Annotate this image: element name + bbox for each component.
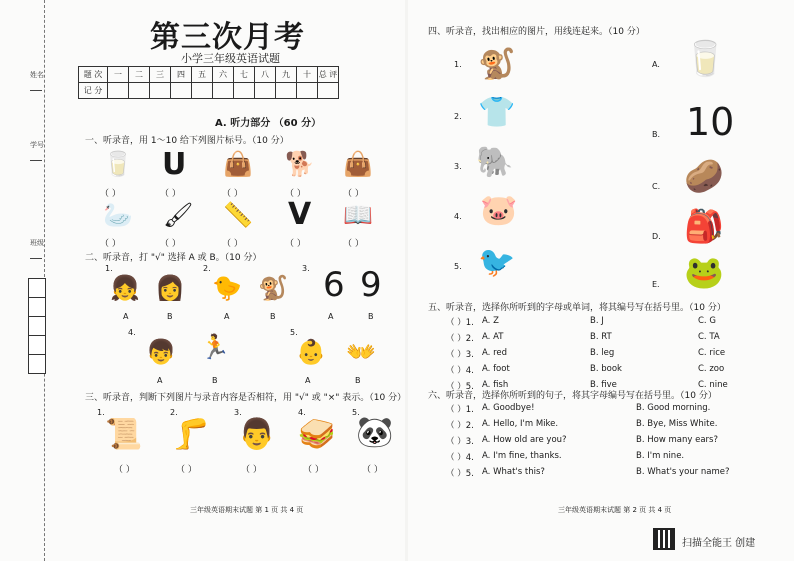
exam-page-1: 姓名 学号 班级 第三次月考 小学三年级英语试题 题 次 一 二 三 四 五 六 七 八 九 十 总 评 记 分 A. 听力部分 （60 分） 一、听录音，用 1～10 给下列图片标号。（10 分） 🥛 U 👜 🐕 👜 （ ） （ ） （ ） （ ） （ ） 🦢 🖌 📏 V 📖 （ ） （ ） （ ） （ ） （ ） 二、听录音，打 "√" 选择 A 或 B。（10 分） 1. 👧 👩 2. 🐤 🐒 3. 6 9 A B A B A B 4. 👦 🏃 5. 👶 👐 A B A B 三、听录音，判断下列图片与录音内容是否相符，用 "√" 或 "×" 表示。（10 分） 1. 📜 2. 🦵 3. 👨 4. 🥪 5. 🐼 （ ） （ ） （ ） （ ） （ ） 三年级英语期末试题 第 1 页 共 4 页 — [0, 0, 405, 561]
bird-icon: 🐤 — [212, 274, 242, 302]
shirt-icon[interactable]: 👕 — [478, 95, 516, 130]
scanner-watermark: 扫描全能王 创建 — [682, 538, 756, 549]
q5-answer-1[interactable]: （ ）1. — [446, 318, 474, 328]
binding-field-number[interactable] — [30, 160, 42, 161]
q1-answer-9[interactable]: （ ） — [285, 239, 306, 249]
bird-icon[interactable]: 🐦 — [478, 245, 516, 280]
letter-u-icon: U — [162, 147, 187, 182]
running-boy-icon: 🏃 — [200, 333, 230, 361]
score-table-score-row: 记 分 — [79, 83, 339, 99]
q5-answer-4[interactable]: （ ）4. — [446, 366, 474, 376]
woman-icon: 👩 — [155, 274, 185, 302]
glass-icon[interactable]: 🥛 — [684, 39, 727, 79]
pig-icon[interactable]: 🐷 — [480, 193, 518, 228]
q3-title: 三、听录音，判断下列图片与录音内容是否相符，用 "√" 或 "×" 表示。（10 分） — [85, 393, 407, 403]
qr-code-icon — [653, 528, 675, 550]
q5-title: 五、听录音，选择你所听到的字母或单词，将其编号写在括号里。（10 分） — [428, 303, 726, 313]
q3-answer-4[interactable]: （ ） — [303, 465, 324, 475]
q2-num-3: 3. — [302, 264, 310, 273]
q3-answer-2[interactable]: （ ） — [176, 465, 197, 475]
potato-icon[interactable]: 🥔 — [684, 157, 724, 195]
boy-icon: 👦 — [146, 338, 176, 366]
q6-answer-5[interactable]: （ ）5. — [446, 469, 474, 479]
exam-page-2: 四、听录音，找出相应的图片，用线连起来。（10 分） 1. 🐒 2. 👕 3. 🐘 4. 🐷 5. 🐦 A. 🥛 B. 10 C. 🥔 D. 🎒 E. 🐸 五、听录音，选择你所听到的字母或单词，将其编号写在括号里。（10 分） （ ）1. A. Z B. J C. G （ ）2. A. AT B. RT C. TA （ ）3. A. red B. leg C. rice （ ）4. A. foot B. book C. zoo （ ）5. A. fish B. five C. nine 六、听录音，选择你所听到的句子，将其字母编号写在括号里。（10 分） （ ）1. A. Goodbye! B. Good morning. （ ）2. A. Hello, I'm Mike. B. Bye, Miss White. （ ）3. A. How old are you? B. How many ears? （ ）4. A. I'm fine, thanks. B. I'm nine. （ ）5. A. What's this? B. What's your name? 三年级英语期末试题 第 2 页 共 4 页 — [408, 0, 794, 561]
girl-icon: 👧 — [110, 274, 140, 302]
q3-answer-5[interactable]: （ ） — [362, 465, 383, 475]
q2-title: 二、听录音，打 "√" 选择 A 或 B。（10 分） — [85, 253, 262, 263]
q5-answer-5[interactable]: （ ）5. — [446, 382, 474, 392]
q6-answer-1[interactable]: （ ）1. — [446, 405, 474, 415]
q6-answer-2[interactable]: （ ）2. — [446, 421, 474, 431]
q1-answer-8[interactable]: （ ） — [222, 239, 243, 249]
leg-icon: 🦵 — [172, 417, 210, 452]
score-table-header-row: 题 次 一 二 三 四 五 六 七 八 九 十 总 评 — [79, 67, 339, 83]
binding-label-number: 学号 — [30, 141, 44, 149]
bread-icon: 🥪 — [298, 417, 336, 452]
part-a-title: A. 听力部分 （60 分） — [215, 118, 322, 129]
q2-num-4: 4. — [128, 328, 136, 337]
q3-answer-1[interactable]: （ ） — [114, 465, 135, 475]
schoolbag-icon: 👜 — [343, 150, 373, 178]
q1-answer-6[interactable]: （ ） — [100, 239, 121, 249]
baby-icon: 👶 — [296, 338, 326, 366]
number-nine: 9 — [360, 265, 382, 305]
binding-label-name: 姓名 — [30, 71, 44, 79]
binding-boxes — [28, 278, 46, 374]
scroll-icon: 📜 — [105, 417, 143, 452]
q2-num-1: 1. — [105, 264, 113, 273]
q2-num-5: 5. — [290, 328, 298, 337]
q1-answer-10[interactable]: （ ） — [343, 239, 364, 249]
q1-answer-3[interactable]: （ ） — [222, 189, 243, 199]
q1-title: 一、听录音，用 1～10 给下列图片标号。（10 分） — [85, 136, 289, 146]
binding-field-name[interactable] — [30, 90, 42, 91]
q1-answer-7[interactable]: （ ） — [160, 239, 181, 249]
hands-icon: 👐 — [346, 338, 376, 366]
swan-icon: 🦢 — [103, 201, 133, 229]
q1-answer-5[interactable]: （ ） — [343, 189, 364, 199]
q3-answer-3[interactable]: （ ） — [241, 465, 262, 475]
backpack-icon[interactable]: 🎒 — [684, 207, 724, 245]
man-icon: 👨 — [238, 417, 276, 452]
q6-title: 六、听录音，选择你所听到的句子，将其字母编号写在括号里。（10 分） — [428, 391, 717, 401]
bag-icon: 👜 — [223, 150, 253, 178]
binding-margin — [0, 0, 50, 561]
exam-subtitle: 小学三年级英语试题 — [181, 52, 280, 65]
q6-answer-3[interactable]: （ ）3. — [446, 437, 474, 447]
q4-title: 四、听录音，找出相应的图片，用线连起来。（10 分） — [428, 27, 645, 37]
dog-icon: 🐕 — [285, 150, 315, 178]
q1-answer-1[interactable]: （ ） — [100, 189, 121, 199]
q5-answer-2[interactable]: （ ）2. — [446, 334, 474, 344]
cup-icon: 🥛 — [103, 150, 133, 178]
monkey-icon: 🐒 — [258, 274, 288, 302]
binding-field-class[interactable] — [30, 258, 42, 259]
q1-answer-4[interactable]: （ ） — [285, 189, 306, 199]
elephant-icon[interactable]: 🐘 — [476, 145, 514, 180]
letter-v-icon: V — [288, 197, 312, 232]
q2-num-2: 2. — [203, 264, 211, 273]
exam-title: 第三次月考 — [150, 20, 305, 55]
book-icon: 📖 — [343, 201, 373, 229]
q1-answer-2[interactable]: （ ） — [160, 189, 181, 199]
q6-answer-4[interactable]: （ ）4. — [446, 453, 474, 463]
score-table — [78, 66, 339, 99]
ruler-icon: 📏 — [223, 201, 253, 229]
q5-answer-3[interactable]: （ ）3. — [446, 350, 474, 360]
number-ten[interactable]: 10 — [686, 100, 735, 144]
page-1-footer: 三年级英语期末试题 第 1 页 共 4 页 — [190, 506, 304, 514]
binding-label-class: 班级 — [30, 239, 44, 247]
page-2-footer: 三年级英语期末试题 第 2 页 共 4 页 — [558, 506, 672, 514]
frog-icon[interactable]: 🐸 — [684, 253, 724, 291]
panda-icon: 🐼 — [356, 415, 394, 450]
monkey-icon[interactable]: 🐒 — [478, 47, 516, 82]
number-six: 6 — [323, 265, 345, 305]
brush-icon: 🖌 — [163, 201, 194, 229]
